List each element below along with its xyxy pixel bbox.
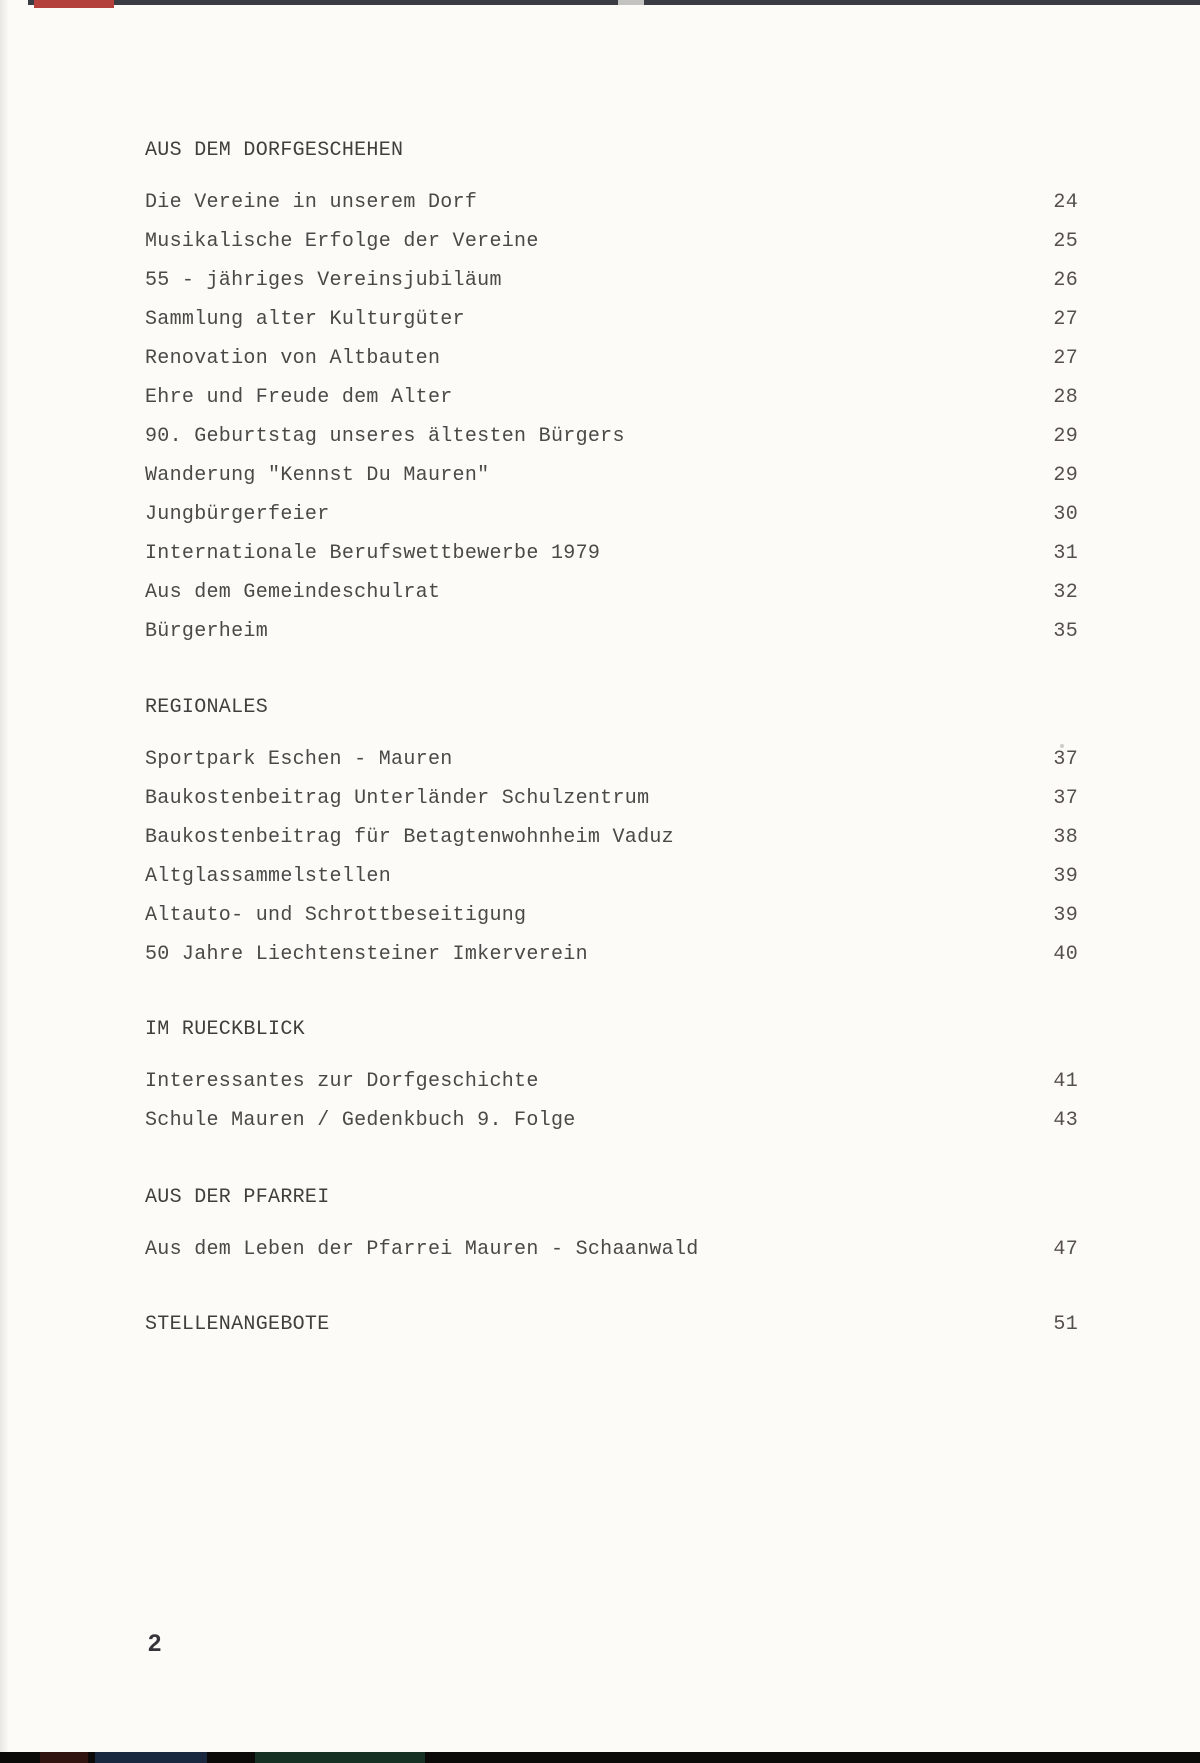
scan-edge-bottom-blue-tint <box>95 1752 207 1763</box>
toc-section <box>145 1017 1078 1134</box>
toc-section <box>145 695 1078 968</box>
section-header <box>145 138 1078 164</box>
toc-entry-label: 50 Jahre Liechtensteiner Imkerverein <box>145 943 588 966</box>
section-header <box>145 695 1078 721</box>
toc-section <box>145 1312 1078 1338</box>
toc-entry-page: 43 <box>1053 1109 1078 1132</box>
scan-edge-top-line <box>28 0 1200 5</box>
toc-entry-label: Wanderung "Kennst Du Mauren" <box>145 464 490 487</box>
toc-entry <box>145 747 1078 773</box>
toc-entry <box>145 502 1078 528</box>
toc-entry-page: 32 <box>1053 581 1078 604</box>
toc-entry-page: 35 <box>1053 620 1078 643</box>
section-header-label: IM RUECKBLICK <box>145 1018 305 1041</box>
scan-edge-top <box>0 0 1200 9</box>
toc-entry <box>145 190 1078 216</box>
toc-entry-page: 25 <box>1053 230 1078 253</box>
toc-entry-page: 26 <box>1053 269 1078 292</box>
toc-entry-label: Altglassammelstellen <box>145 865 392 888</box>
toc-entry-page: 40 <box>1053 943 1078 966</box>
toc-entry <box>145 268 1078 294</box>
toc-entry-label: Jungbürgerfeier <box>145 503 330 526</box>
scan-edge-bottom <box>0 1752 1200 1763</box>
toc-entry-label: 90. Geburtstag unseres ältesten Bürgers <box>145 425 625 448</box>
section-header <box>145 1312 1078 1338</box>
toc-entry-label: Die Vereine in unserem Dorf <box>145 191 478 214</box>
toc-entry-page: 29 <box>1053 425 1078 448</box>
toc-entry <box>145 1108 1078 1134</box>
toc-entry <box>145 864 1078 890</box>
toc-entry-label: Musikalische Erfolge der Vereine <box>145 230 539 253</box>
toc-entry-label: Aus dem Gemeindeschulrat <box>145 581 441 604</box>
toc-section <box>145 1185 1078 1263</box>
scan-edge-top-red-mark <box>34 0 114 8</box>
toc-entry-label: Bürgerheim <box>145 620 269 643</box>
toc-entry <box>145 307 1078 333</box>
toc-entry-label: Interessantes zur Dorfgeschichte <box>145 1070 539 1093</box>
toc-entry <box>145 229 1078 255</box>
toc-entry-label: Schule Mauren / Gedenkbuch 9. Folge <box>145 1109 576 1132</box>
toc-entry-page: 37 <box>1053 748 1078 771</box>
toc-entry-page: 39 <box>1053 904 1078 927</box>
toc-entry <box>145 1237 1078 1263</box>
section-header <box>145 1017 1078 1043</box>
toc-entry-label: Sportpark Eschen - Mauren <box>145 748 453 771</box>
toc-entry-page: 31 <box>1053 542 1078 565</box>
scan-edge-bottom-red-tint <box>40 1752 88 1763</box>
toc-entry <box>145 541 1078 567</box>
toc-entry-label: Aus dem Leben der Pfarrei Mauren - Schaanwald <box>145 1238 699 1261</box>
toc-entry-page: 37 <box>1053 787 1078 810</box>
toc-entry <box>145 1069 1078 1095</box>
section-header-label: REGIONALES <box>145 696 269 719</box>
table-of-contents <box>145 138 1078 1364</box>
toc-entry <box>145 463 1078 489</box>
toc-entry-page: 41 <box>1053 1070 1078 1093</box>
page-number: 2 <box>148 1630 162 1657</box>
toc-entry <box>145 424 1078 450</box>
toc-entry-page: 27 <box>1053 308 1078 331</box>
toc-entry-page: 51 <box>1053 1313 1078 1336</box>
toc-entry-page: 29 <box>1053 464 1078 487</box>
toc-entry-label: Baukostenbeitrag Unterländer Schulzentrum <box>145 787 650 810</box>
toc-entry-label: Altauto- und Schrottbeseitigung <box>145 904 527 927</box>
toc-entry <box>145 580 1078 606</box>
toc-entry-page: 47 <box>1053 1238 1078 1261</box>
section-header-label: AUS DER PFARREI <box>145 1186 330 1209</box>
toc-entry <box>145 385 1078 411</box>
toc-entry-page: 28 <box>1053 386 1078 409</box>
section-header <box>145 1185 1078 1211</box>
toc-entry-label: Sammlung alter Kulturgüter <box>145 308 465 331</box>
toc-entry <box>145 619 1078 645</box>
toc-entry-label: Ehre und Freude dem Alter <box>145 386 453 409</box>
scan-speck <box>1060 744 1064 748</box>
toc-entry-page: 38 <box>1053 826 1078 849</box>
section-header-label: AUS DEM DORFGESCHEHEN <box>145 139 404 162</box>
toc-entry-label: 55 - jähriges Vereinsjubiläum <box>145 269 502 292</box>
toc-entry-page: 27 <box>1053 347 1078 370</box>
toc-entry-label: Internationale Berufswettbewerbe 1979 <box>145 542 601 565</box>
toc-entry <box>145 942 1078 968</box>
toc-entry-label: Renovation von Altbauten <box>145 347 441 370</box>
toc-entry-page: 24 <box>1053 191 1078 214</box>
toc-section <box>145 138 1078 645</box>
toc-entry-label: Baukostenbeitrag für Betagtenwohnheim Vaduz <box>145 826 674 849</box>
toc-entry <box>145 786 1078 812</box>
toc-entry <box>145 903 1078 929</box>
toc-entry-page: 30 <box>1053 503 1078 526</box>
scan-edge-bottom-green-tint <box>255 1752 425 1763</box>
toc-entry-page: 39 <box>1053 865 1078 888</box>
toc-entry <box>145 825 1078 851</box>
toc-entry <box>145 346 1078 372</box>
scan-edge-top-gap <box>618 0 644 5</box>
section-header-label: STELLENANGEBOTE <box>145 1313 330 1336</box>
